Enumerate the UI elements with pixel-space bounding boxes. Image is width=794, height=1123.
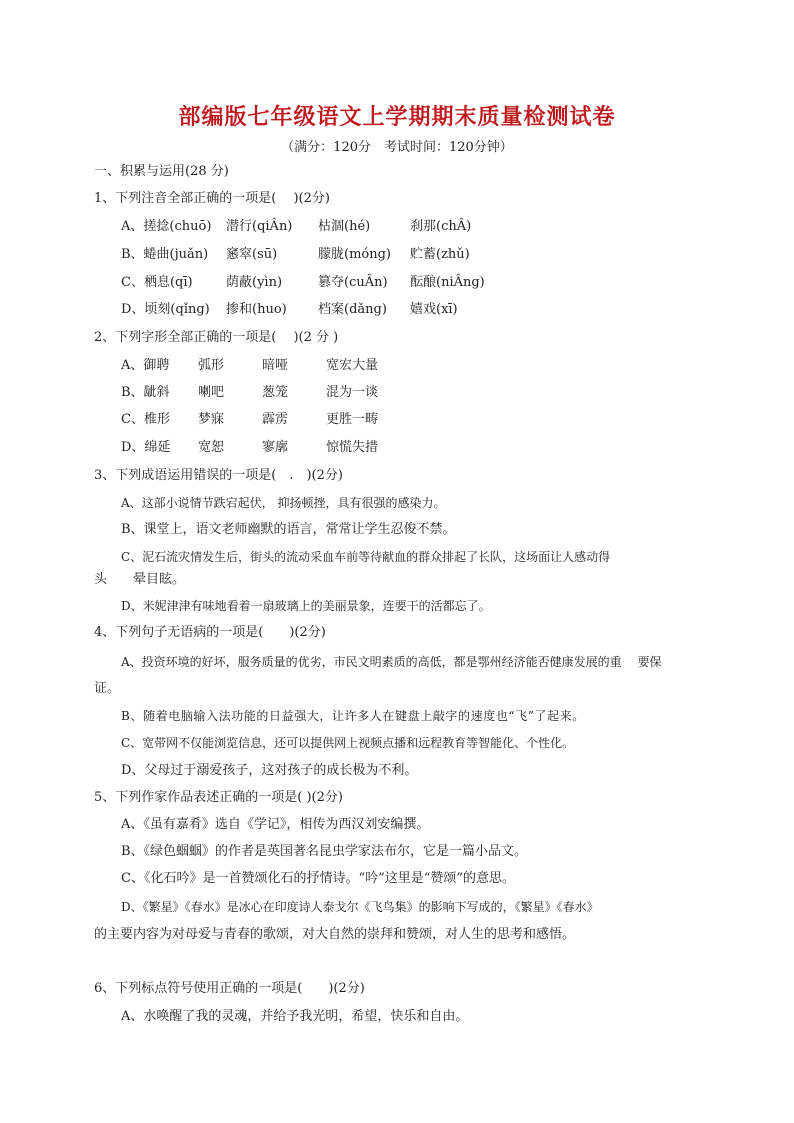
question-5-stem: 5、下列作家作品表述正确的一项是( )(2分) xyxy=(94,790,343,805)
option-cell: 荫蔽(yìn) xyxy=(226,275,283,290)
option-cell: 刹那(chÂ) xyxy=(410,219,472,234)
option-cell: 掺和(huo) xyxy=(226,302,287,317)
option-cell: C、椎形 xyxy=(121,412,170,427)
question-3-stem: 3、下列成语运用错误的一项是( . )(2分) xyxy=(94,468,343,483)
question-3-option-c: C、泥石流灾情发生后，街头的流动采血车前等待献血的群众排起了长队，这场面让人感动得 xyxy=(121,550,611,564)
question-1-option-c xyxy=(121,274,530,292)
option-cell: 宽宏大量 xyxy=(326,358,379,373)
option-cell: D、顷刻(qǐng) xyxy=(121,302,210,317)
question-5-option-a: A、《虽有嘉肴》选自《学记》，相传为西汉刘安编撰。 xyxy=(121,817,430,832)
question-1-stem: 1、下列注音全部正确的一项是( )(2分) xyxy=(94,191,330,206)
question-4-option-a-cont: 证。 xyxy=(94,681,121,696)
option-cell: B、蜷曲(juǎn) xyxy=(121,247,209,262)
question-2-stem: 2、下列字形全部正确的一项是( )(2 分 ) xyxy=(94,330,339,345)
option-cell: 霹雳 xyxy=(262,412,289,427)
option-cell: 枯涸(hé) xyxy=(318,219,371,234)
option-cell: 更胜一畴 xyxy=(326,412,379,427)
option-cell: 酝酿(niÂng) xyxy=(410,275,485,290)
option-cell: 篡夺(cuÂn) xyxy=(318,275,388,290)
question-4-option-c: C、宽带网不仅能浏览信息，还可以提供网上视频点播和远程教育等智能化、个性化。 xyxy=(121,736,575,750)
question-6-stem: 6、下列标点符号使用正确的一项是( )(2分) xyxy=(94,981,365,996)
question-5-option-d: D、《繁星》《春水》是冰心在印度诗人泰戈尔《飞鸟集》的影响下写成的，《繁星》《春水》 xyxy=(121,900,599,914)
option-cell: 窸窣(sū) xyxy=(226,247,278,262)
option-cell: A、御聘 xyxy=(121,358,170,373)
option-cell: 混为一谈 xyxy=(326,385,379,400)
question-4-option-d: D、父母过于溺爱孩子，这对孩子的成长极为不利。 xyxy=(121,763,418,778)
option-cell: 宽恕 xyxy=(198,440,225,455)
option-cell: 弧形 xyxy=(198,358,225,373)
option-cell: C、栖息(qī) xyxy=(121,275,193,290)
option-cell: 梦寐 xyxy=(198,412,225,427)
question-4-stem: 4、下列句子无语病的一项是( )(2分) xyxy=(94,625,326,640)
question-2-option-c xyxy=(121,411,446,429)
option-cell: 嬉戏(xī) xyxy=(410,302,458,317)
section-heading: 一、积累与运用(28 分) xyxy=(94,164,229,179)
question-3-option-d: D、米妮津津有味地看着一扇玻璃上的美丽景象，连要干的活都忘了。 xyxy=(121,599,491,613)
option-cell: 寥廓 xyxy=(262,440,289,455)
question-6-option-a: A、水唤醒了我的灵魂，并给予我光明，希望，快乐和自由。 xyxy=(121,1009,469,1024)
question-5-option-b: B、《绿色蝈蝈》的作者是英国著名昆虫学家法布尔，它是一篇小品文。 xyxy=(121,844,528,859)
question-3-option-a: A、这部小说情节跌宕起伏， 抑扬顿挫，具有很强的感染力。 xyxy=(121,496,446,510)
option-cell: 惊慌失措 xyxy=(326,440,379,455)
question-3-option-c-cont: 头 晕目眩。 xyxy=(94,572,186,587)
question-3-option-b: B、课堂上，语文老师幽默的语言，常常让学生忍俊不禁。 xyxy=(121,522,456,537)
question-4-option-b: B、随着电脑输入法功能的日益强大，让许多人在键盘上敲字的速度也“飞”了起来。 xyxy=(121,709,585,723)
option-cell: 葱笼 xyxy=(262,385,289,400)
question-2-option-b xyxy=(121,384,446,402)
option-cell: 潜行(qiÂn) xyxy=(226,219,293,234)
question-5-option-d-cont: 的主要内容为对母爱与青春的歌颂，对大自然的崇拜和赞颂，对人生的思考和感悟。 xyxy=(94,927,576,942)
question-1-option-d xyxy=(121,301,530,319)
exam-info: （满分：120分 考试时间：120分钟） xyxy=(281,140,513,155)
question-2-option-a xyxy=(121,357,446,375)
option-cell: B、龇斜 xyxy=(121,385,170,400)
question-4-option-a: A、投资环境的好坏，服务质量的优劣，市民文明素质的高低，都是鄂州经济能否健康发展的重 要保 xyxy=(121,655,662,669)
option-cell: 档案(dǎng) xyxy=(318,302,387,317)
option-cell: 贮蓄(zhǔ) xyxy=(410,247,470,262)
question-1-option-a xyxy=(121,218,530,236)
option-cell: D、绵延 xyxy=(121,440,171,455)
option-cell: 暗哑 xyxy=(262,358,289,373)
question-1-option-b xyxy=(121,246,530,264)
page-title: 部编版七年级语文上学期期末质量检测试卷 xyxy=(178,105,616,130)
option-cell: 喇吧 xyxy=(198,385,225,400)
option-cell: 朦胧(móng) xyxy=(318,247,391,262)
option-cell: A、搓捻(chuō) xyxy=(121,219,212,234)
question-5-option-c: C、《化石吟》是一首赞颂化石的抒情诗。“吟”这里是“赞颂”的意思。 xyxy=(121,871,516,886)
question-2-option-d xyxy=(121,439,446,457)
